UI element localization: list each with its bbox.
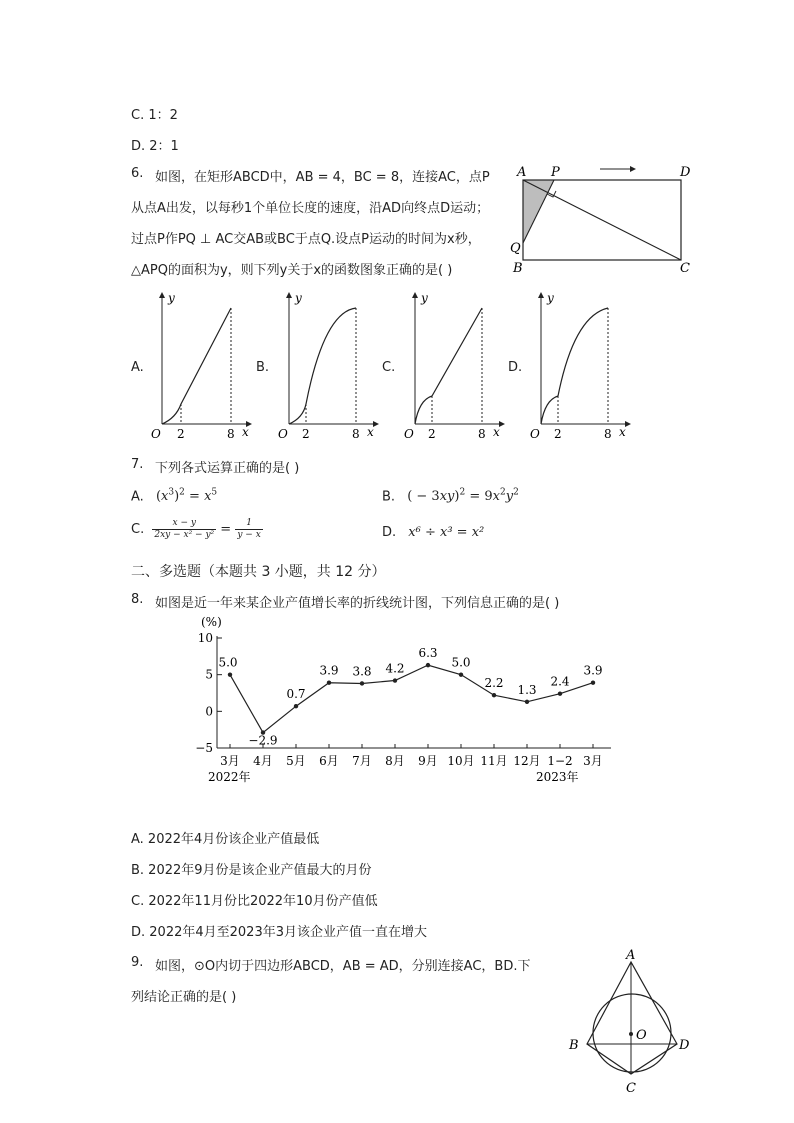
point-label-a: A <box>626 948 636 963</box>
q7-option-a: A. $(x^3)^2 = x^5$ <box>131 488 218 505</box>
curve <box>541 308 608 424</box>
axis-x-label: x <box>367 425 374 439</box>
x-tick-label: 7月 <box>352 754 372 768</box>
q7-c-numerator-2: 1 <box>235 518 262 530</box>
axis-y-label: y <box>421 291 428 305</box>
point-label-o: O <box>636 1028 647 1043</box>
tick-8: 8 <box>604 427 612 441</box>
q6-option-a-graph <box>145 290 260 445</box>
point-label-b: B <box>513 261 523 276</box>
data-point <box>459 672 463 676</box>
tick-8: 8 <box>227 427 235 441</box>
data-point <box>525 700 529 704</box>
year-label: 2023年 <box>536 770 579 784</box>
q5-option-d: D. 2：1 <box>131 139 179 154</box>
x-tick-label: 8月 <box>385 754 405 768</box>
data-point <box>492 693 496 697</box>
data-point <box>558 692 562 696</box>
tick-8: 8 <box>352 427 360 441</box>
point-label-c: C <box>626 1081 636 1096</box>
y-tick-label: −5 <box>195 741 213 755</box>
data-value-label: 2.2 <box>484 676 504 691</box>
center-point <box>629 1032 633 1036</box>
q9-stem-line1: 如图，⊙O内切于四边形ABCD，AB = AD，分别连接AC，BD.下 <box>155 959 531 974</box>
y-tick-label: 0 <box>205 704 213 719</box>
q8-number: 8. <box>131 592 144 607</box>
q6-stem-line4: △APQ的面积为y，则下列y关于x的函数图象正确的是( ) <box>131 263 453 278</box>
data-value-label: 6.3 <box>418 646 438 661</box>
q8-option-b: B. 2022年9月份是该企业产值最大的月份 <box>131 863 372 878</box>
data-point <box>393 678 397 682</box>
data-point <box>327 681 331 685</box>
data-value-label: 3.9 <box>583 663 603 678</box>
x-tick-label: 4月 <box>253 754 273 768</box>
q9-stem-line2: 列结论正确的是( ) <box>131 990 237 1005</box>
tick-2: 2 <box>302 427 310 441</box>
x-tick-label: 11月 <box>480 754 508 768</box>
q6-rectangle-figure <box>505 160 705 280</box>
origin-label: O <box>278 427 288 441</box>
x-tick-label: 3月 <box>583 754 603 768</box>
q8-option-c: C. 2022年11月份比2022年10月份产值低 <box>131 894 378 909</box>
year-label: 2022年 <box>208 770 251 784</box>
q6-option-c-graph <box>398 290 513 445</box>
q7-option-c <box>131 518 263 541</box>
origin-label: O <box>530 427 540 441</box>
q6-option-d-label: D. <box>508 360 523 375</box>
data-value-label: 3.8 <box>352 664 372 679</box>
q7-number: 7. <box>131 457 144 472</box>
x-tick-label: 1−2 <box>547 754 573 768</box>
data-value-label: 3.9 <box>319 663 339 678</box>
q7-c-denominator-1: 2xy − x² − y² <box>154 530 215 540</box>
origin-label: O <box>151 427 161 441</box>
q6-stem-line2: 从点A出发，以每秒1个单位长度的速度，沿AD向终点D运动； <box>131 201 490 216</box>
q7-c-equals: = <box>220 522 232 537</box>
data-point <box>294 704 298 708</box>
point-label-b: B <box>569 1038 579 1053</box>
axis-x-label: x <box>242 425 249 439</box>
x-tick-label: 12月 <box>513 754 541 768</box>
data-value-label: 5.0 <box>218 655 238 670</box>
q8-growth-rate-line-chart <box>185 612 615 797</box>
axis-y-label: y <box>168 291 175 305</box>
y-tick-label: 5 <box>205 667 213 682</box>
data-value-label: −2.9 <box>248 733 278 748</box>
tick-2: 2 <box>428 427 436 441</box>
q7-c-denominator-2: y − x <box>237 530 261 540</box>
q6-option-d-graph <box>524 290 639 445</box>
arrow-head-icon <box>630 166 636 172</box>
point-label-d: D <box>680 165 691 180</box>
q7-option-d <box>382 525 484 540</box>
axis-x-label: x <box>619 425 626 439</box>
data-point <box>360 681 364 685</box>
point-label-a: A <box>517 165 527 180</box>
tick-2: 2 <box>177 427 185 441</box>
data-value-label: 5.0 <box>451 655 471 670</box>
axis-x-label: x <box>493 425 500 439</box>
q9-number: 9. <box>131 955 144 970</box>
tick-2: 2 <box>554 427 562 441</box>
q6-stem-line3: 过点P作PQ ⊥ AC交AB或BC于点Q.设点P运动的时间为x秒， <box>131 232 481 247</box>
data-value-label: 4.2 <box>385 661 405 676</box>
origin-label: O <box>404 427 414 441</box>
x-tick-label: 5月 <box>286 754 306 768</box>
q7-c-numerator-1: x − y <box>152 518 216 530</box>
q6-stem-line1: 如图，在矩形ABCD中，AB = 4，BC = 8，连接AC，点P <box>155 170 490 185</box>
point-label-p: P <box>551 165 560 180</box>
diagonal-ac <box>523 180 681 260</box>
curve <box>289 308 356 424</box>
q7-option-d-label: D. <box>382 525 397 540</box>
section-heading-multiple-choice: 二、多选题（本题共 3 小题，共 12 分） <box>131 564 386 580</box>
q6-option-b-label: B. <box>256 360 270 375</box>
data-value-label: 1.3 <box>517 682 537 697</box>
y-tick-label: 10 <box>197 631 213 645</box>
q7-option-a-label: A. <box>131 489 144 505</box>
q6-option-c-label: C. <box>382 360 396 375</box>
tick-8: 8 <box>478 427 486 441</box>
q8-stem: 如图是近一年来某企业产值增长率的折线统计图，下列信息正确的是( ) <box>155 596 560 611</box>
q7-option-b-label: B. <box>382 489 396 505</box>
data-point <box>591 681 595 685</box>
x-tick-label: 10月 <box>447 754 475 768</box>
x-tick-label: 3月 <box>220 754 240 768</box>
q7-option-c-label: C. <box>131 522 145 537</box>
point-label-q: Q <box>510 241 521 256</box>
quadrilateral-abcd <box>587 962 677 1074</box>
axis-y-label: y <box>295 291 302 305</box>
q6-option-b-graph <box>272 290 387 445</box>
q6-number: 6. <box>131 166 144 181</box>
data-value-label: 2.4 <box>550 674 570 689</box>
q7-stem: 下列各式运算正确的是( ) <box>155 461 300 476</box>
axis-y-label: y <box>547 291 554 305</box>
data-point <box>228 672 232 676</box>
q7-option-b: B. ( − $3xy)^2 = 9x^2y^2$ <box>382 488 519 505</box>
y-axis-unit-label: (%) <box>201 615 222 629</box>
q9-kite-incircle-figure <box>560 948 700 1098</box>
point-label-c: C <box>680 261 690 276</box>
q5-option-c: C. 1：2 <box>131 108 178 123</box>
q7-c-fraction-right <box>235 518 262 541</box>
curve <box>415 308 482 424</box>
q6-option-a-label: A. <box>131 360 144 375</box>
x-tick-label: 6月 <box>319 754 339 768</box>
q7-c-fraction-left <box>152 518 216 541</box>
q8-option-d: D. 2022年4月至2023年3月该企业产值一直在增大 <box>131 925 427 940</box>
curve <box>162 308 231 424</box>
data-value-label: 0.7 <box>286 687 306 702</box>
q7-option-d-expression: x⁶ ÷ x³ = x² <box>408 525 485 540</box>
data-point <box>426 663 430 667</box>
point-label-d: D <box>679 1038 690 1053</box>
growth-rate-series-line <box>230 665 593 732</box>
x-tick-label: 9月 <box>418 754 438 768</box>
q8-option-a: A. 2022年4月份该企业产值最低 <box>131 832 320 847</box>
